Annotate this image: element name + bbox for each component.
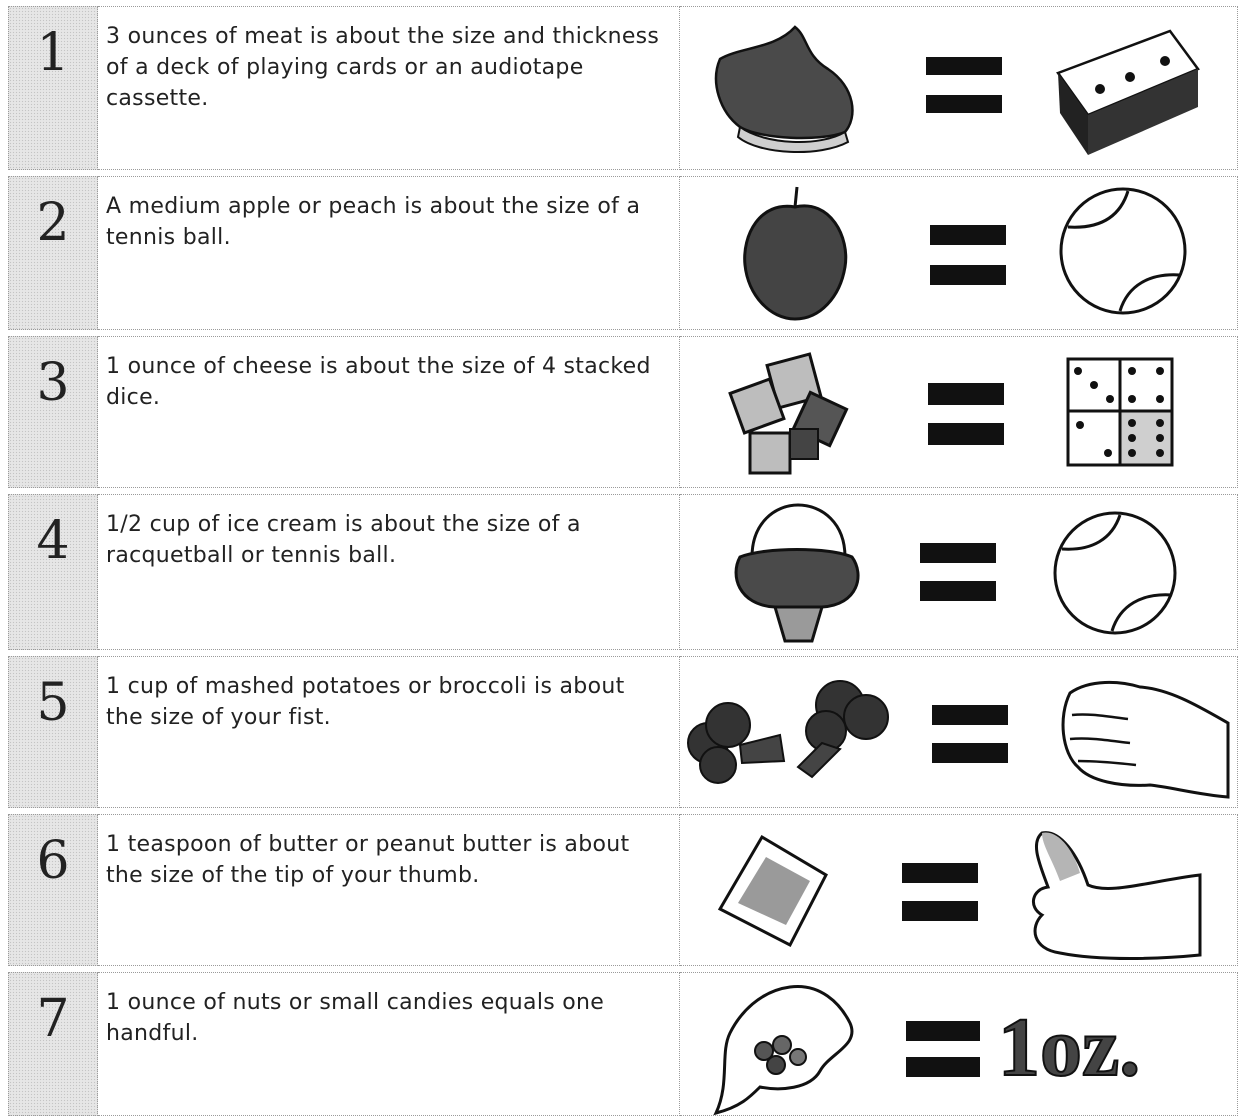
row-illustration — [680, 814, 1238, 966]
guide-row — [8, 336, 1238, 488]
dice-icon — [1068, 359, 1172, 465]
row-illustration — [680, 336, 1238, 488]
row-description: 1/2 cup of ice cream is about the size of a racquetball or tennis ball. — [98, 494, 680, 650]
row-description: 3 ounces of meat is about the size and thickness of a deck of playing cards or an audiotape cassette. — [98, 6, 680, 170]
steak-icon — [716, 27, 852, 152]
apple-icon — [745, 187, 846, 319]
fist-icon — [1063, 682, 1228, 797]
equals-icon — [920, 543, 996, 601]
playing-cards-icon — [1058, 31, 1198, 155]
equals-icon — [926, 57, 1002, 113]
row-number: 1 — [8, 6, 98, 170]
row-number: 6 — [8, 814, 98, 966]
thumb-icon — [1033, 833, 1200, 959]
equals-icon — [930, 225, 1006, 285]
row-description: A medium apple or peach is about the size of a tennis ball. — [98, 176, 680, 330]
guide-row — [8, 6, 1238, 170]
ice-cream-cone-icon — [736, 505, 858, 641]
row-number: 3 — [8, 336, 98, 488]
tennis-ball-icon — [1061, 189, 1185, 313]
row-number: 5 — [8, 656, 98, 808]
guide-row — [8, 972, 1238, 1116]
guide-row — [8, 176, 1238, 330]
guide-row — [8, 494, 1238, 650]
equals-icon — [928, 383, 1004, 445]
row-number: 7 — [8, 972, 98, 1116]
guide-row — [8, 814, 1238, 966]
broccoli-icon — [688, 681, 888, 783]
cheese-cubes-icon — [730, 354, 846, 473]
butter-pat-icon — [720, 837, 826, 945]
row-number: 2 — [8, 176, 98, 330]
row-description: 1 cup of mashed potatoes or broccoli is about the size of your fist. — [98, 656, 680, 808]
row-description: 1 ounce of cheese is about the size of 4 stacked dice. — [98, 336, 680, 488]
equals-icon — [902, 863, 978, 921]
one-ounce-label: 1oz. — [998, 1001, 1141, 1094]
row-description: 1 teaspoon of butter or peanut butter is about the size of the tip of your thumb. — [98, 814, 680, 966]
row-illustration — [680, 972, 1238, 1116]
row-illustration — [680, 176, 1238, 330]
equals-icon — [932, 705, 1008, 763]
guide-row — [8, 656, 1238, 808]
hand-with-nuts-icon — [716, 986, 852, 1113]
equals-icon — [906, 1021, 980, 1077]
row-illustration — [680, 494, 1238, 650]
tennis-ball-icon — [1055, 513, 1175, 633]
row-description: 1 ounce of nuts or small candies equals one handful. — [98, 972, 680, 1116]
row-illustration — [680, 656, 1238, 808]
row-illustration — [680, 6, 1238, 170]
row-number: 4 — [8, 494, 98, 650]
